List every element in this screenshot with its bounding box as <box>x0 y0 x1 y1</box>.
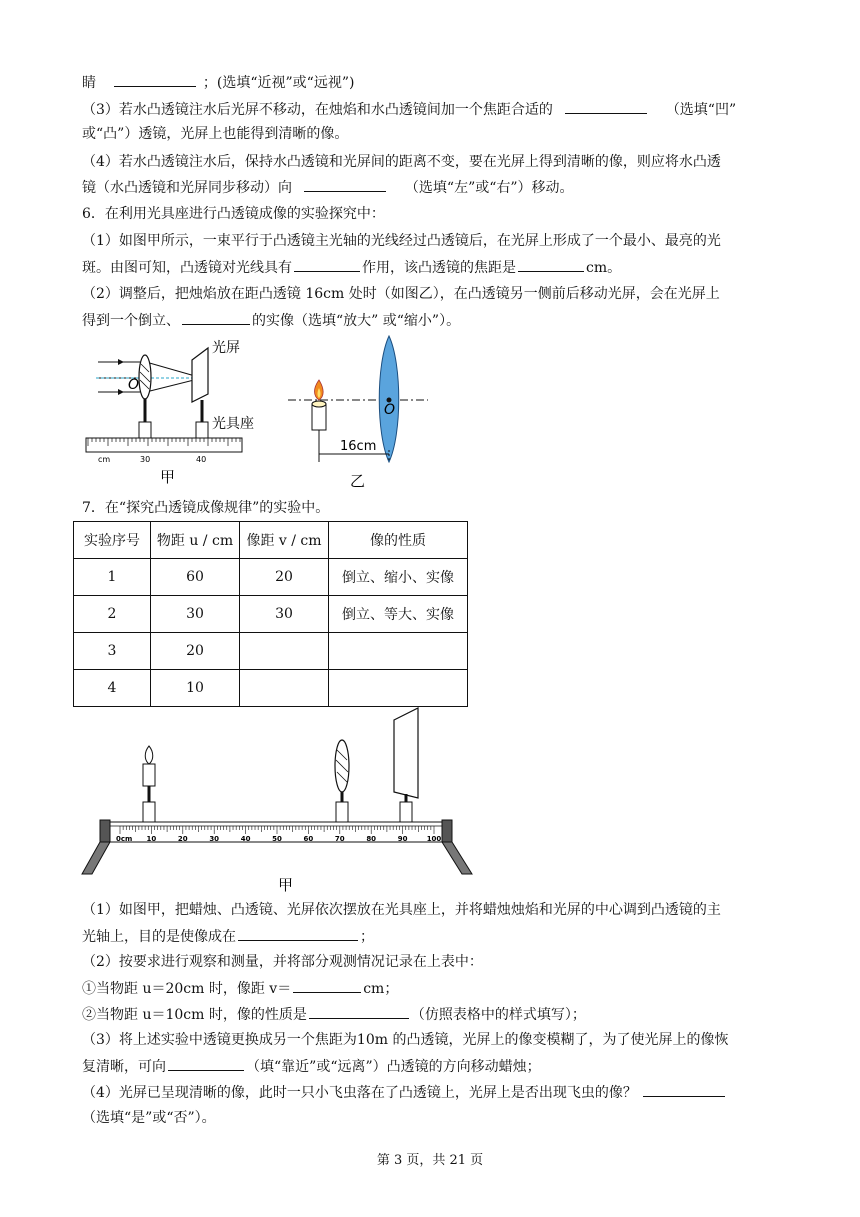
scale-label: 70 <box>334 835 345 843</box>
results-table <box>73 521 468 707</box>
cell: 2 <box>74 596 151 633</box>
text: （3）若水凸透镜注水后光屏不移动，在烛焰和水凸透镜间加一个焦距合适的 <box>82 102 553 118</box>
q5-3-line-1 <box>82 99 736 120</box>
q6-1-line-2 <box>82 257 621 278</box>
table-row <box>74 596 468 633</box>
text: cm。 <box>586 260 622 276</box>
q7-3-line-2 <box>82 1056 541 1077</box>
text: （选填“是”或“否”）。 <box>82 1110 216 1126</box>
answer-blank[interactable] <box>643 1082 725 1097</box>
cell: 20 <box>240 559 329 596</box>
text: ；(选填“近视”或“远视”) <box>202 75 355 91</box>
cell: 倒立、等大、实像 <box>329 596 468 633</box>
scale-unit: cm <box>98 455 111 464</box>
q6-title <box>82 204 385 224</box>
cell[interactable] <box>240 633 329 670</box>
scale-label: 90 <box>397 835 408 843</box>
text: 作用，该凸透镜的焦距是 <box>362 260 516 276</box>
page-footer: 第 3 页，共 21 页 <box>376 1153 484 1168</box>
cell: 10 <box>151 670 240 707</box>
q5-3-line-2 <box>82 124 348 144</box>
text: 6．在利用光具座进行凸透镜成像的实验探究中： <box>82 206 385 222</box>
text: 光轴上，目的是使像成在 <box>82 929 236 945</box>
text: （1）如图甲，把蜡烛、凸透镜、光屏依次摆放在光具座上，并将蜡烛烛焰和光屏的中心调到凸透镜的主 <box>82 902 721 918</box>
origin-label: O <box>128 377 140 393</box>
q7-3-line-1 <box>82 1030 728 1050</box>
header-cell: 实验序号 <box>74 522 151 559</box>
answer-blank[interactable] <box>518 257 584 272</box>
q7-2-b <box>82 1004 586 1025</box>
text: （2）调整后，把烛焰放在距凸透镜 16cm 处时（如图乙），在凸透镜另一侧前后移动光屏，会在光屏上 <box>82 286 720 302</box>
header-cell: 物距 u / cm <box>151 522 240 559</box>
answer-blank[interactable] <box>114 72 196 87</box>
answer-blank[interactable] <box>293 978 361 993</box>
text: ①当物距 u＝20cm 时，像距 v＝ <box>82 981 292 997</box>
answer-blank[interactable] <box>304 177 386 192</box>
cell[interactable] <box>329 670 468 707</box>
caption: 乙 <box>350 472 366 490</box>
text: 镜（水凸透镜和光屏同步移动）向 <box>82 180 292 196</box>
bench-label: 光具座 <box>212 416 254 432</box>
origin-label: O <box>384 402 396 418</box>
scale-label: 0cm <box>116 835 133 843</box>
figure-6-yi <box>284 334 434 492</box>
scale-label: 30 <box>209 835 220 843</box>
q6-1-line-1 <box>82 231 721 251</box>
scale-label: 40 <box>240 835 251 843</box>
text: 复清晰，可向 <box>82 1059 166 1075</box>
cell: 1 <box>74 559 151 596</box>
q5-4-line-1 <box>82 152 721 172</box>
answer-blank[interactable] <box>182 310 250 325</box>
table-row <box>74 559 468 596</box>
cell: 30 <box>151 596 240 633</box>
q6-2-line-2 <box>82 310 460 331</box>
distance-label: 16cm <box>340 439 377 454</box>
text: 得到一个倒立、 <box>82 313 180 329</box>
q5-4-line-2 <box>82 177 574 198</box>
scale-label: 100 <box>426 835 442 843</box>
text: （填“靠近”或“远离”）凸透镜的方向移动蜡烛； <box>246 1059 541 1075</box>
text: 斑。由图可知，凸透镜对光线具有 <box>82 260 292 276</box>
table-header-row <box>74 522 468 559</box>
text: （4）光屏已呈现清晰的像，此时一只小飞虫落在了凸透镜上，光屏上是否出现飞虫的像？ <box>82 1085 637 1101</box>
answer-blank[interactable] <box>294 257 360 272</box>
text: （选填“凹” <box>665 102 737 118</box>
figure-7-bench <box>80 706 480 894</box>
q7-1-line-1 <box>82 900 721 920</box>
q5-line-1 <box>82 72 354 93</box>
scale-label: 50 <box>272 835 282 843</box>
answer-blank[interactable] <box>309 1004 409 1019</box>
q6-2-line-1 <box>82 284 720 304</box>
text: （3）将上述实验中透镜更换成另一个焦距为10m 的凸透镜，光屏上的像变模糊了，为了使光屏上的像恢 <box>82 1032 729 1048</box>
header-cell: 像距 v / cm <box>240 522 329 559</box>
cell[interactable] <box>329 633 468 670</box>
tick-30: 30 <box>140 455 151 464</box>
text: （1）如图甲所示，一束平行于凸透镜主光轴的光线经过凸透镜后，在光屏上形成了一个最小、最亮的光 <box>82 233 721 249</box>
answer-blank[interactable] <box>565 99 647 114</box>
text: 睛 <box>82 75 96 91</box>
header-cell: 像的性质 <box>329 522 468 559</box>
scale-label: 10 <box>146 835 157 843</box>
text: （选填“左”或“右”）移动。 <box>404 180 574 196</box>
caption: 甲 <box>278 876 294 894</box>
figure-6-jia <box>84 334 254 492</box>
text: 的实像（选填“放大” 或“缩小”）。 <box>252 313 461 329</box>
text: 7．在“探究凸透镜成像规律”的实验中。 <box>82 500 330 516</box>
text: ②当物距 u＝10cm 时，像的性质是 <box>82 1007 307 1023</box>
scale-label: 20 <box>177 835 188 843</box>
cell: 60 <box>151 559 240 596</box>
cell: 4 <box>74 670 151 707</box>
answer-blank[interactable] <box>168 1056 244 1071</box>
cell: 30 <box>240 596 329 633</box>
screen-label: 光屏 <box>212 340 240 356</box>
text: （2）按要求进行观察和测量，并将部分观测情况记录在上表中： <box>82 954 483 970</box>
q7-2-a <box>82 978 398 999</box>
text: （仿照表格中的样式填写）； <box>410 1007 586 1023</box>
scale-label: 60 <box>303 835 314 843</box>
tick-40: 40 <box>196 455 207 464</box>
cell[interactable] <box>240 670 329 707</box>
scale-label: 80 <box>366 835 377 843</box>
q7-4-line-1 <box>82 1082 727 1103</box>
cell: 20 <box>151 633 240 670</box>
cell: 3 <box>74 633 151 670</box>
text: ； <box>360 929 374 945</box>
answer-blank[interactable] <box>238 926 358 941</box>
table-row <box>74 670 468 707</box>
text: 或“凸”）透镜，光屏上也能得到清晰的像。 <box>82 126 349 142</box>
cell: 倒立、缩小、实像 <box>329 559 468 596</box>
q7-1-line-2 <box>82 926 374 947</box>
text: cm； <box>363 981 399 997</box>
q7-title <box>82 498 329 518</box>
q7-4-line-2 <box>82 1108 216 1128</box>
table-row <box>74 633 468 670</box>
q7-2-title <box>82 952 483 972</box>
text: （4）若水凸透镜注水后，保持水凸透镜和光屏间的距离不变，要在光屏上得到清晰的像，则应将水凸透 <box>82 154 721 170</box>
caption: 甲 <box>160 468 176 486</box>
